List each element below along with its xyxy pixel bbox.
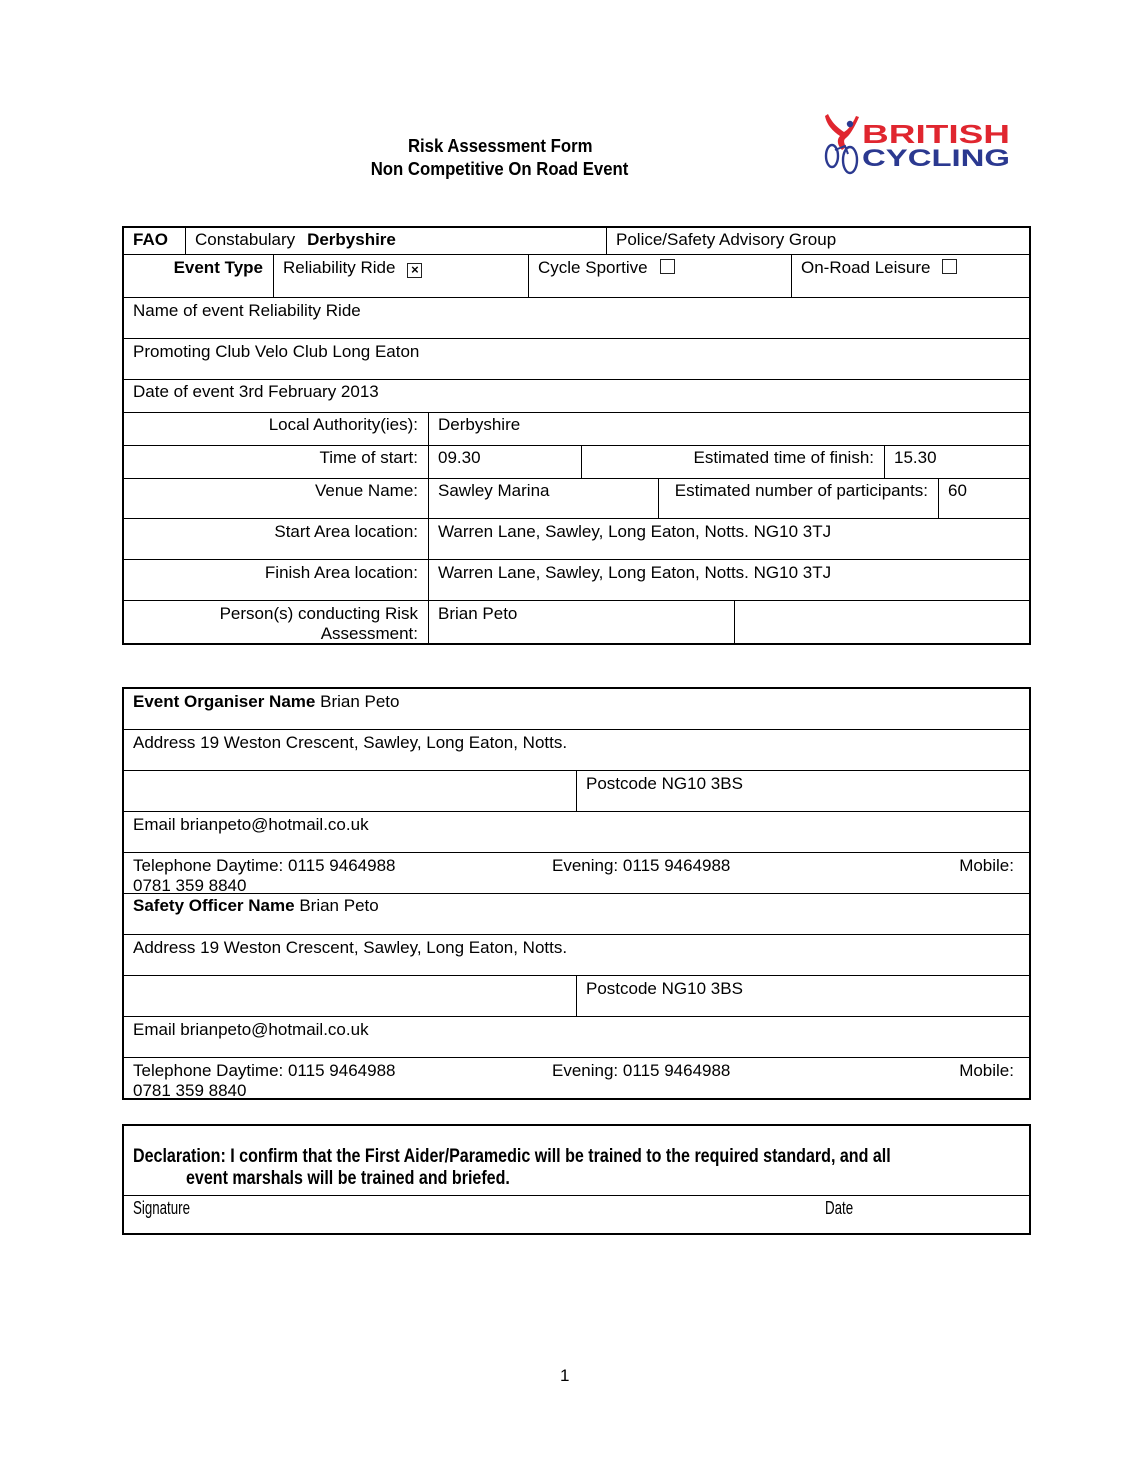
- event-name-label: Name of event: [133, 301, 244, 320]
- event-type-option-label: Reliability Ride: [283, 258, 396, 277]
- event-date-value: 3rd February 2013: [238, 382, 379, 401]
- checkbox-unchecked-icon[interactable]: [660, 259, 675, 274]
- finish-time-label: Estimated time of finish:: [581, 445, 885, 479]
- safety-officer-evening-phone: Evening: 0115 9464988: [552, 1061, 731, 1080]
- police-advisory-group-field[interactable]: [606, 227, 1030, 255]
- police-advisory-group-label: Police/Safety Advisory Group: [616, 230, 837, 249]
- event-name-value: Reliability Ride: [248, 301, 361, 320]
- local-authority-value[interactable]: Derbyshire: [428, 412, 1030, 446]
- local-authority-label: Local Authority(ies):: [123, 412, 429, 446]
- organiser-address-line2-field[interactable]: [123, 770, 577, 812]
- safety-officer-address-line2-field[interactable]: [123, 975, 577, 1017]
- organiser-telephone-field[interactable]: [123, 852, 1030, 894]
- safety-officer-name-label: Safety Officer Name: [133, 896, 295, 915]
- safety-officer-mobile-value: 0781 359 8840: [133, 1081, 247, 1099]
- organiser-address-value: 19 Weston Crescent, Sawley, Long Eaton, Notts.: [200, 733, 568, 752]
- safety-officer-postcode-value: NG10 3BS: [661, 979, 743, 998]
- safety-officer-address-label: Address: [133, 938, 196, 957]
- organiser-email-field[interactable]: [123, 811, 1030, 853]
- safety-officer-name-value: Brian Peto: [299, 896, 379, 915]
- event-type-option-cycle-sportive[interactable]: [528, 254, 792, 298]
- event-type-option-reliability-ride[interactable]: [273, 254, 529, 298]
- signature-row[interactable]: [123, 1195, 1030, 1234]
- event-type-option-label: On-Road Leisure: [801, 258, 931, 277]
- constabulary-label: Constabulary: [195, 230, 296, 249]
- logo-text-cycling: CYCLING: [862, 145, 1010, 172]
- organiser-postcode-value: NG10 3BS: [661, 774, 743, 793]
- organiser-mobile-label: Mobile:: [959, 856, 1014, 875]
- venue-name-value[interactable]: Sawley Marina: [428, 478, 659, 519]
- safety-officer-email-label: Email: [133, 1020, 176, 1039]
- safety-officer-mobile-label: Mobile:: [959, 1061, 1014, 1080]
- safety-officer-address-field[interactable]: [123, 934, 1030, 976]
- safety-officer-name-field[interactable]: [123, 893, 1030, 935]
- event-date-label: Date of event: [133, 382, 235, 401]
- start-time-value[interactable]: 09.30: [428, 445, 582, 479]
- organiser-email-value: brianpeto@hotmail.co.uk: [180, 815, 369, 834]
- declaration-statement: [123, 1125, 1030, 1196]
- organiser-evening-phone: Evening: 0115 9464988: [552, 856, 731, 875]
- finish-area-value[interactable]: Warren Lane, Sawley, Long Eaton, Notts. NG10 3TJ: [428, 559, 1030, 601]
- organiser-postcode-field[interactable]: [576, 770, 1030, 812]
- safety-officer-daytime-phone: Telephone Daytime: 0115 9464988: [133, 1061, 396, 1080]
- organiser-address-label: Address: [133, 733, 196, 752]
- date-label: Date: [825, 1198, 854, 1218]
- safety-officer-postcode-field[interactable]: [576, 975, 1030, 1017]
- event-date-field[interactable]: [123, 379, 1030, 413]
- form-title: Risk Assessment Form: [407, 136, 593, 156]
- form-subtitle: Non Competitive On Road Event: [371, 159, 629, 179]
- organiser-address-field[interactable]: [123, 729, 1030, 771]
- promoting-club-value: Velo Club Long Eaton: [254, 342, 420, 361]
- event-name-field[interactable]: [123, 297, 1030, 339]
- organiser-email-label: Email: [133, 815, 176, 834]
- page-number: 1: [560, 1366, 570, 1385]
- safety-officer-postcode-label: Postcode: [586, 979, 657, 998]
- organiser-daytime-phone: Telephone Daytime: 0115 9464988: [133, 856, 396, 875]
- checkbox-checked-icon[interactable]: ×: [407, 263, 422, 278]
- assessor-label: Person(s) conducting Risk Assessment:: [123, 600, 429, 644]
- promoting-club-field[interactable]: [123, 338, 1030, 380]
- safety-officer-address-value: 19 Weston Crescent, Sawley, Long Eaton, Notts.: [200, 938, 568, 957]
- signature-label: Signature: [133, 1198, 190, 1218]
- organiser-postcode-label: Postcode: [586, 774, 657, 793]
- event-type-option-label: Cycle Sportive: [538, 258, 648, 277]
- participants-value[interactable]: 60: [938, 478, 1030, 519]
- start-time-label: Time of start:: [123, 445, 429, 479]
- assessor-value[interactable]: Brian Peto: [428, 600, 735, 644]
- venue-name-label: Venue Name:: [123, 478, 429, 519]
- finish-time-value[interactable]: 15.30: [884, 445, 1030, 479]
- organiser-name-field[interactable]: [123, 688, 1030, 730]
- safety-officer-telephone-field[interactable]: [123, 1057, 1030, 1099]
- safety-officer-email-value: brianpeto@hotmail.co.uk: [180, 1020, 369, 1039]
- event-type-label: Event Type: [123, 254, 274, 298]
- participants-label: Estimated number of participants:: [658, 478, 939, 519]
- fao-label: FAO: [123, 227, 186, 255]
- declaration-line-1: Declaration: I confirm that the First Aider/Paramedic will be trained to the required standard, and all: [133, 1146, 891, 1167]
- event-type-option-on-road-leisure[interactable]: [791, 254, 1030, 298]
- finish-area-label: Finish Area location:: [123, 559, 429, 601]
- promoting-club-label: Promoting Club: [133, 342, 251, 361]
- start-area-value[interactable]: Warren Lane, Sawley, Long Eaton, Notts. NG10 3TJ: [428, 518, 1030, 560]
- british-cycling-logo: [818, 110, 1018, 185]
- declaration-line-2: event marshals will be trained and briefed.: [186, 1168, 510, 1189]
- cyclist-icon: [825, 114, 859, 173]
- checkbox-unchecked-icon[interactable]: [942, 259, 957, 274]
- logo-text-british: BRITISH: [862, 119, 1010, 149]
- organiser-name-value: Brian Peto: [320, 692, 400, 711]
- safety-officer-email-field[interactable]: [123, 1016, 1030, 1058]
- constabulary-value: Derbyshire: [307, 230, 396, 249]
- start-area-label: Start Area location:: [123, 518, 429, 560]
- organiser-mobile-value: 0781 359 8840: [133, 876, 247, 894]
- assessor-extra-field[interactable]: [734, 600, 1030, 644]
- constabulary-field[interactable]: [185, 227, 607, 255]
- organiser-name-label: Event Organiser Name: [133, 692, 316, 711]
